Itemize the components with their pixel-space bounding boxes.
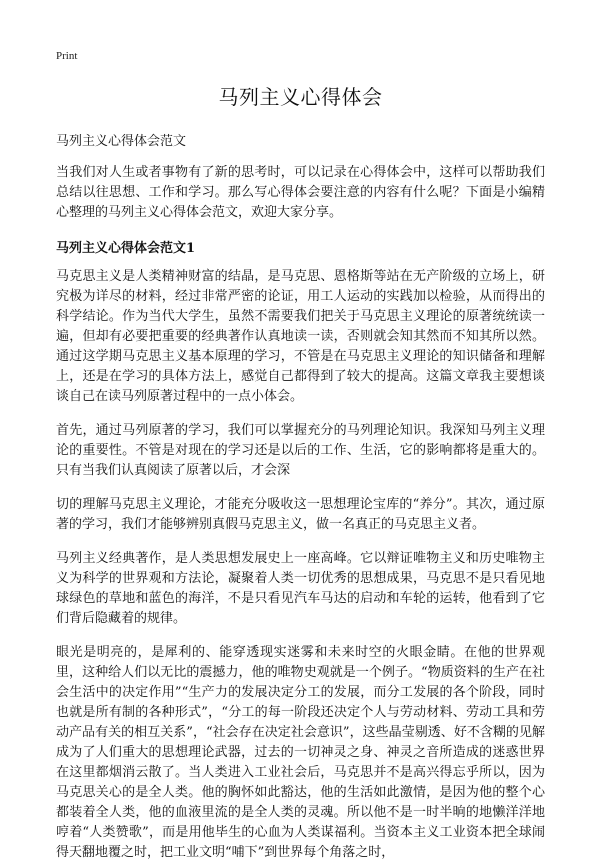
body-paragraph-5: 眼光是明亮的，是犀利的、能穿透现实迷雾和未来时空的火眼金睛。在他的世界观里，这种给人们以无比的震撼力，他的唯物史观就是一个例子。“物质资料的生产在社会生活中的决定作用”“生产力的发展决定分工的发展，而分工发展的各个阶段，同时也就是所有制的各种形式”，“分工的每一阶段还决定个人与劳动材料、劳动工具和劳动产品有关的相互关系”，“社会存在决定社会意识”，这些晶莹剔透、好不含糊的见解成为了人们重大的思想理论武器，过去的一切神灵之身、神灵之音所造成的迷惑世界在这里都烟消云散了。当人类进入工业社会后，马克思并不是高兴得忘乎所以，因为马克思关心的是全人类。他的胸怀如此豁达，他的生活如此激情，是因为他的整个心都装着全人类，他的血液里流的是全人类的灵魂。所以他不是一时半晌的地懒洋洋地哼着“人类赞歌”，而是用他毕生的心血为人类谋福利。当资本主义工业资本把全球闹得天翻地覆之时，把工业文明“哺下”到世界每个角落之时， (56, 645, 545, 860)
body-paragraph-4: 马列主义经典著作，是人类思想发展史上一座高峰。它以辩证唯物主义和历史唯物主义为科学的世界观和方法论，凝聚着人类一切优秀的思想成果，马克思不是只看见地球绿色的草地和蓝色的海洋，不是只看见汽车马达的启动和车轮的运转，他看到了它们背后隐藏着的规律。 (56, 551, 545, 626)
body-paragraph-3: 切的理解马克思主义理论，才能充分吸收这一思想理论宝库的“养分”。其次，通过原著的学习，我们才能够辨别真假马克思主义，做一名真正的马克思主义者。 (56, 497, 545, 532)
body-paragraph-2: 首先，通过马列原著的学习，我们可以掌握充分的马列理论知识。我深知马列主义理论的重要性。不管是对现在的学习还是以后的工作、生活，它的影响都将是重大的。只有当我们认真阅读了原著以后，才会深 (56, 423, 545, 478)
page-title: 马列主义心得体会 (218, 85, 383, 109)
section-heading: 马列主义心得体会范文1 (56, 241, 196, 256)
body-paragraph-1: 马克思主义是人类精神财富的结晶，是马克思、恩格斯等站在无产阶级的立场上，研究极为详尽的材料，经过非常严密的论证，用工人运动的实践加以检验，从而得出的科学结论。作为当代大学生，虽然不需要我们把关于马克思主义理论的原著统统读一遍，但却有必要把重要的经典著作认真地读一读，否则就会知其然而不知其所以然。通过这学期马克思主义基本原理的学习，不管是在马克思主义理论的知识储备和理解上，还是在学习的具体方法上，感觉自己都得到了较大的提高。这篇文章我主要想谈谈自己在读马列原著过程中的一点小体会。 (56, 269, 545, 404)
intro-paragraph: 当我们对人生或者事物有了新的思考时，可以记录在心得体会中，这样可以帮助我们总结以往思想、工作和学习。那么写心得体会要注意的内容有什么呢？下面是小编精心整理的马列主义心得体会范文，欢迎大家分享。 (56, 165, 545, 220)
print-link[interactable]: Print (56, 50, 78, 62)
document-subtitle: 马列主义心得体会范文 (56, 134, 187, 149)
